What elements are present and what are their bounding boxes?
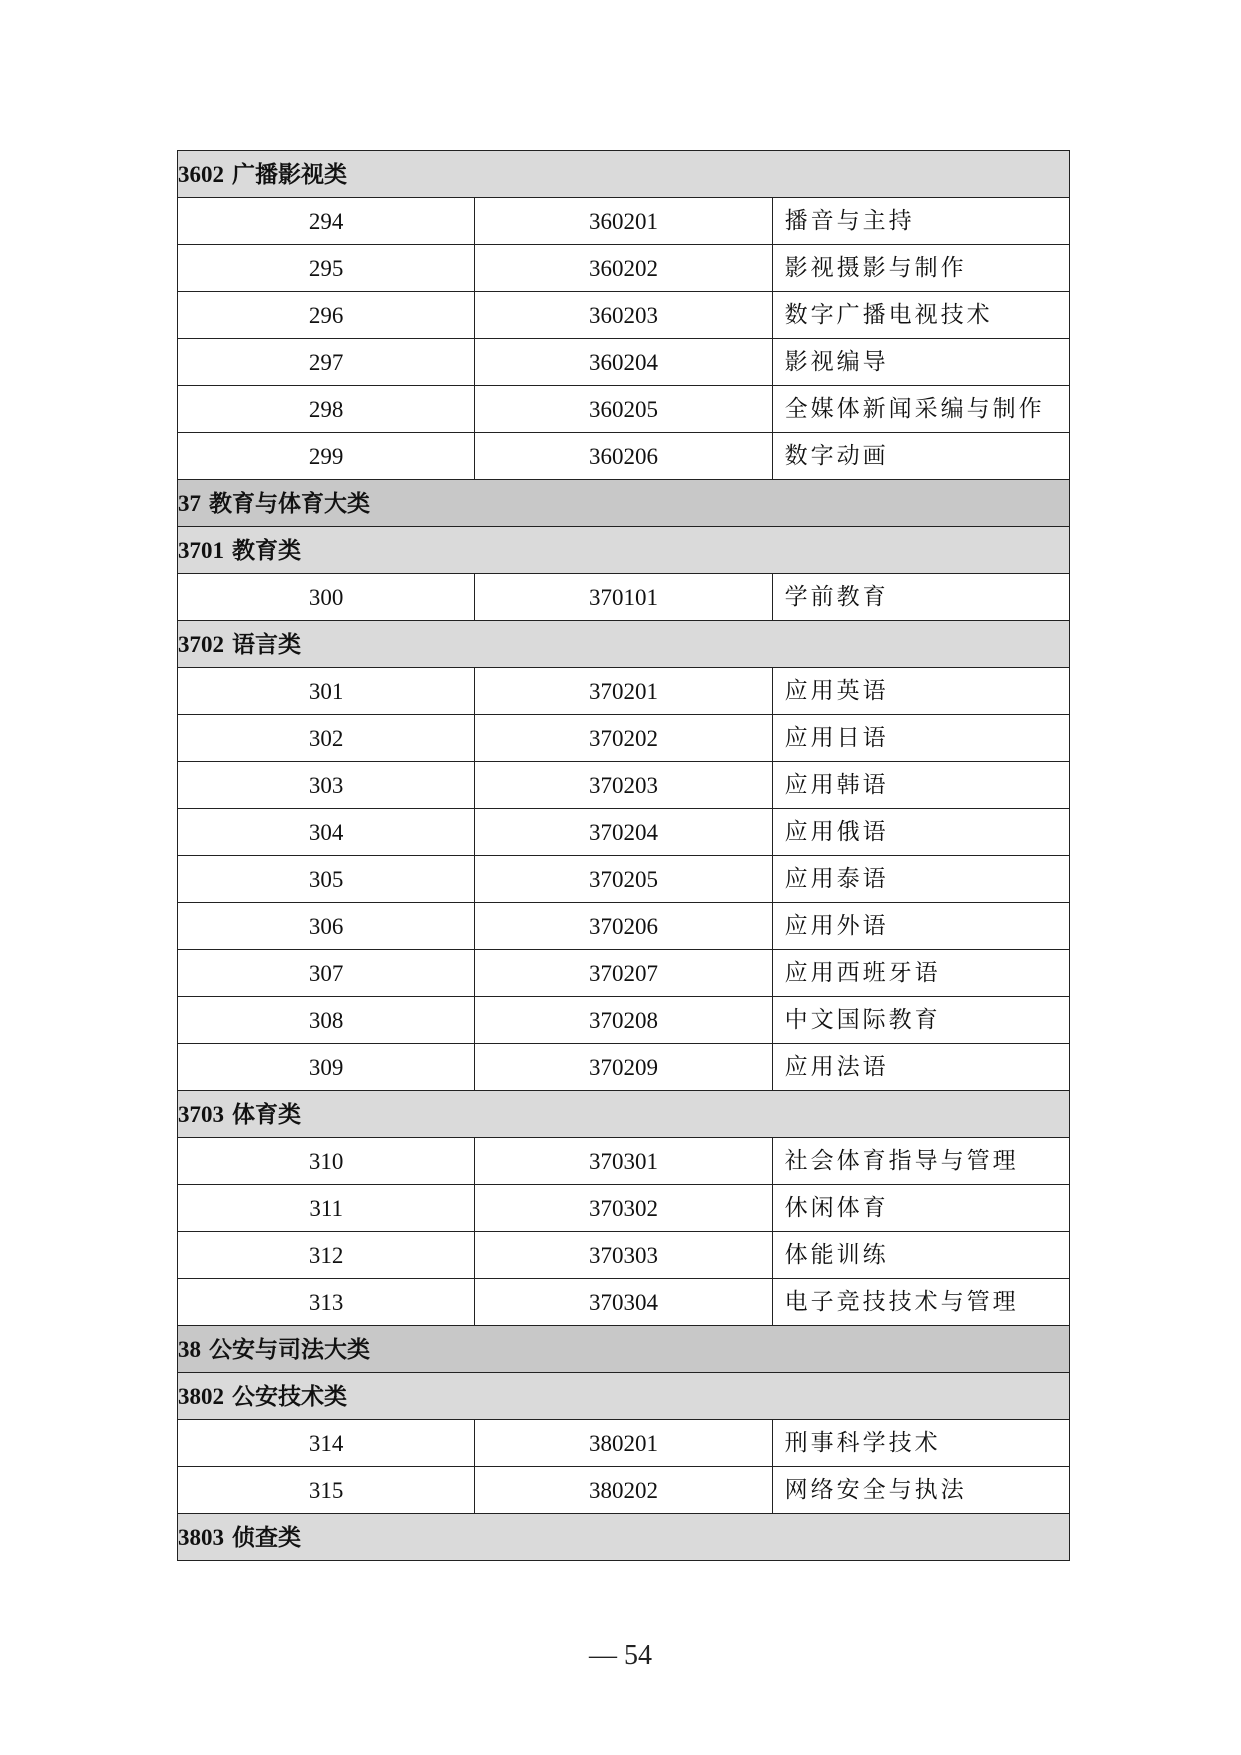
table-row bbox=[178, 1279, 1070, 1326]
table-row bbox=[178, 809, 1070, 856]
major-code-cell: 370203 bbox=[475, 762, 772, 809]
major-code-cell: 370208 bbox=[475, 997, 772, 1044]
major-name-cell: 影视编导 bbox=[772, 339, 1069, 386]
major-name-cell: 刑事科学技术 bbox=[772, 1420, 1069, 1467]
category-heading bbox=[178, 527, 1070, 574]
category-code: 37 bbox=[178, 490, 201, 516]
category-code: 3802 bbox=[178, 1383, 224, 1409]
table-row bbox=[178, 950, 1070, 997]
major-name-cell: 数字动画 bbox=[772, 433, 1069, 480]
major-name-cell: 应用英语 bbox=[772, 668, 1069, 715]
category-code: 3803 bbox=[178, 1524, 224, 1550]
table-row bbox=[178, 245, 1070, 292]
major-name-cell: 数字广播电视技术 bbox=[772, 292, 1069, 339]
category-row bbox=[178, 527, 1070, 574]
table-row bbox=[178, 668, 1070, 715]
category-name: 语言类 bbox=[232, 630, 302, 658]
serial-number-cell: 305 bbox=[178, 856, 475, 903]
category-name: 公安技术类 bbox=[232, 1382, 348, 1410]
major-name-cell: 社会体育指导与管理 bbox=[772, 1138, 1069, 1185]
table-row bbox=[178, 997, 1070, 1044]
table-row bbox=[178, 1420, 1070, 1467]
table-row bbox=[178, 574, 1070, 621]
major-name-cell: 应用外语 bbox=[772, 903, 1069, 950]
major-name-cell: 应用韩语 bbox=[772, 762, 1069, 809]
table-row bbox=[178, 433, 1070, 480]
table-row bbox=[178, 1044, 1070, 1091]
major-code-cell: 370304 bbox=[475, 1279, 772, 1326]
major-code-cell: 360206 bbox=[475, 433, 772, 480]
table-body bbox=[178, 151, 1070, 1561]
major-code-cell: 370201 bbox=[475, 668, 772, 715]
category-row bbox=[178, 1514, 1070, 1561]
major-code-cell: 370303 bbox=[475, 1232, 772, 1279]
major-code-cell: 360202 bbox=[475, 245, 772, 292]
major-name-cell: 应用法语 bbox=[772, 1044, 1069, 1091]
major-code-cell: 370204 bbox=[475, 809, 772, 856]
category-heading bbox=[178, 1514, 1070, 1561]
major-code-cell: 370301 bbox=[475, 1138, 772, 1185]
serial-number-cell: 294 bbox=[178, 198, 475, 245]
category-code: 3703 bbox=[178, 1101, 224, 1127]
major-name-cell: 应用日语 bbox=[772, 715, 1069, 762]
major-name-cell: 中文国际教育 bbox=[772, 997, 1069, 1044]
major-name-cell: 应用西班牙语 bbox=[772, 950, 1069, 997]
major-name-cell: 影视摄影与制作 bbox=[772, 245, 1069, 292]
major-code-cell: 360201 bbox=[475, 198, 772, 245]
category-code: 38 bbox=[178, 1336, 201, 1362]
category-heading bbox=[178, 621, 1070, 668]
serial-number-cell: 304 bbox=[178, 809, 475, 856]
category-row bbox=[178, 1091, 1070, 1138]
major-category-row bbox=[178, 1326, 1070, 1373]
serial-number-cell: 312 bbox=[178, 1232, 475, 1279]
category-row bbox=[178, 151, 1070, 198]
table-row bbox=[178, 292, 1070, 339]
table-row bbox=[178, 1467, 1070, 1514]
major-catalog-table bbox=[177, 150, 1070, 1561]
serial-number-cell: 313 bbox=[178, 1279, 475, 1326]
table-row bbox=[178, 1138, 1070, 1185]
category-code: 3701 bbox=[178, 537, 224, 563]
serial-number-cell: 311 bbox=[178, 1185, 475, 1232]
major-name-cell: 休闲体育 bbox=[772, 1185, 1069, 1232]
serial-number-cell: 301 bbox=[178, 668, 475, 715]
major-code-cell: 370206 bbox=[475, 903, 772, 950]
major-code-cell: 370302 bbox=[475, 1185, 772, 1232]
major-code-cell: 370202 bbox=[475, 715, 772, 762]
category-name: 教育类 bbox=[232, 536, 302, 564]
category-name: 侦查类 bbox=[232, 1523, 302, 1551]
major-name-cell: 全媒体新闻采编与制作 bbox=[772, 386, 1069, 433]
major-category-row bbox=[178, 480, 1070, 527]
serial-number-cell: 315 bbox=[178, 1467, 475, 1514]
table-row bbox=[178, 339, 1070, 386]
category-name: 公安与司法大类 bbox=[209, 1335, 371, 1363]
major-name-cell: 学前教育 bbox=[772, 574, 1069, 621]
serial-number-cell: 302 bbox=[178, 715, 475, 762]
table-row bbox=[178, 762, 1070, 809]
serial-number-cell: 310 bbox=[178, 1138, 475, 1185]
category-row bbox=[178, 621, 1070, 668]
serial-number-cell: 296 bbox=[178, 292, 475, 339]
category-code: 3702 bbox=[178, 631, 224, 657]
page-number: — 54 bbox=[589, 1640, 652, 1671]
table-row bbox=[178, 715, 1070, 762]
major-code-cell: 370209 bbox=[475, 1044, 772, 1091]
major-name-cell: 应用俄语 bbox=[772, 809, 1069, 856]
major-name-cell: 网络安全与执法 bbox=[772, 1467, 1069, 1514]
category-name: 广播影视类 bbox=[232, 160, 348, 188]
major-code-cell: 370205 bbox=[475, 856, 772, 903]
major-code-cell: 370101 bbox=[475, 574, 772, 621]
serial-number-cell: 307 bbox=[178, 950, 475, 997]
major-category-heading bbox=[178, 1326, 1070, 1373]
category-heading bbox=[178, 1373, 1070, 1420]
category-name: 教育与体育大类 bbox=[209, 489, 371, 517]
major-name-cell: 体能训练 bbox=[772, 1232, 1069, 1279]
major-category-heading bbox=[178, 480, 1070, 527]
serial-number-cell: 306 bbox=[178, 903, 475, 950]
major-code-cell: 380202 bbox=[475, 1467, 772, 1514]
major-code-cell: 360203 bbox=[475, 292, 772, 339]
category-heading bbox=[178, 151, 1070, 198]
serial-number-cell: 314 bbox=[178, 1420, 475, 1467]
major-name-cell: 应用泰语 bbox=[772, 856, 1069, 903]
major-code-cell: 360205 bbox=[475, 386, 772, 433]
category-row bbox=[178, 1373, 1070, 1420]
major-code-cell: 370207 bbox=[475, 950, 772, 997]
table-row bbox=[178, 198, 1070, 245]
serial-number-cell: 303 bbox=[178, 762, 475, 809]
serial-number-cell: 308 bbox=[178, 997, 475, 1044]
serial-number-cell: 299 bbox=[178, 433, 475, 480]
category-name: 体育类 bbox=[232, 1100, 302, 1128]
category-heading bbox=[178, 1091, 1070, 1138]
table-row bbox=[178, 1232, 1070, 1279]
major-name-cell: 播音与主持 bbox=[772, 198, 1069, 245]
serial-number-cell: 295 bbox=[178, 245, 475, 292]
serial-number-cell: 309 bbox=[178, 1044, 475, 1091]
serial-number-cell: 297 bbox=[178, 339, 475, 386]
table-row bbox=[178, 1185, 1070, 1232]
major-code-cell: 360204 bbox=[475, 339, 772, 386]
serial-number-cell: 300 bbox=[178, 574, 475, 621]
major-name-cell: 电子竞技技术与管理 bbox=[772, 1279, 1069, 1326]
major-code-cell: 380201 bbox=[475, 1420, 772, 1467]
table-row bbox=[178, 856, 1070, 903]
category-code: 3602 bbox=[178, 161, 224, 187]
serial-number-cell: 298 bbox=[178, 386, 475, 433]
table-row bbox=[178, 386, 1070, 433]
table-row bbox=[178, 903, 1070, 950]
